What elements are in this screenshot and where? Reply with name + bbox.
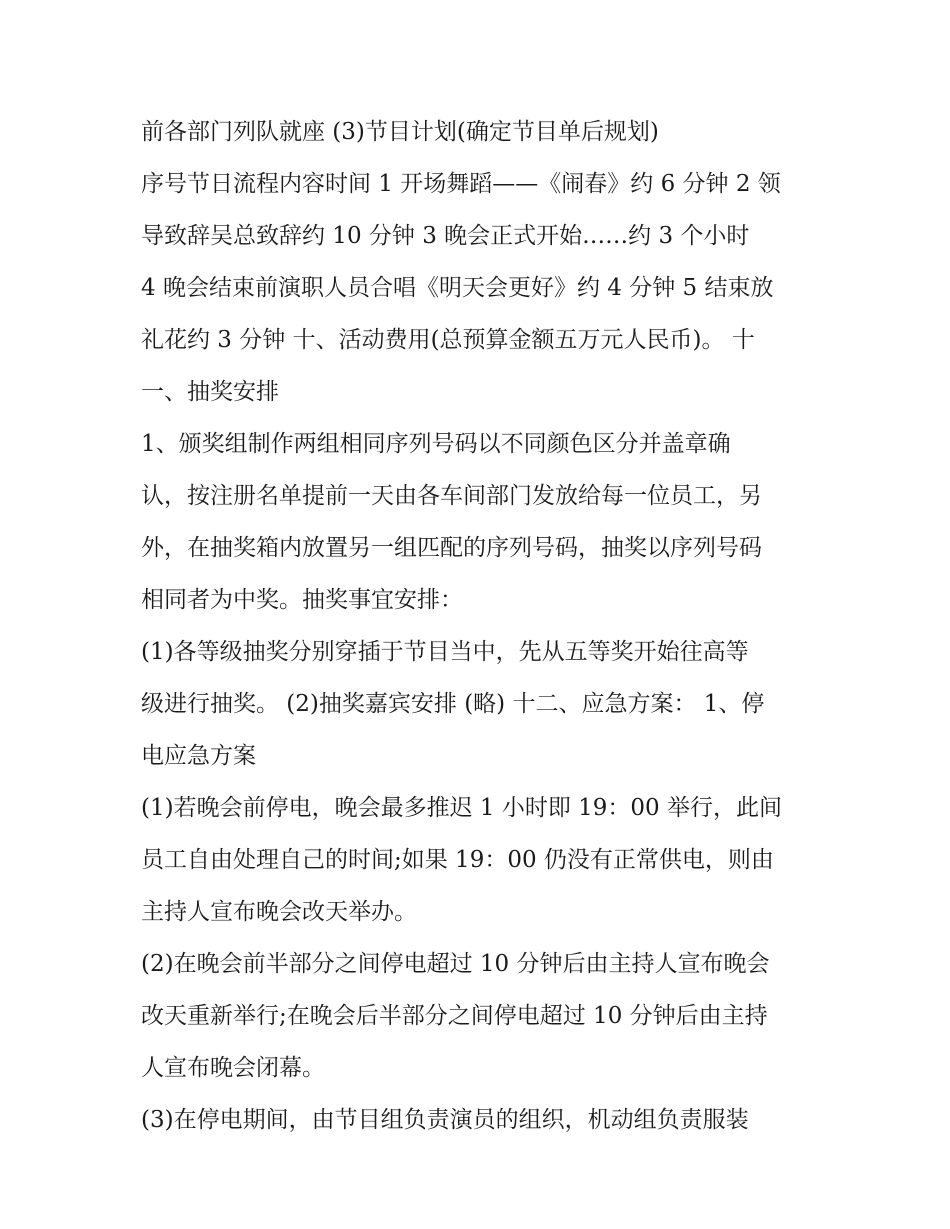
- text-line: 序号节日流程内容时间 1 开场舞蹈——《闹春》约 6 分钟 2 领: [141, 171, 781, 197]
- text-line: 1、颁奖组制作两组相同序列号码以不同颜色区分并盖章确: [141, 431, 731, 457]
- text-line: 4 晚会结束前演职人员合唱《明天会更好》约 4 分钟 5 结束放: [141, 275, 774, 301]
- text-line: 改天重新举行;在晚会后半部分之间停电超过 10 分钟后由主持: [141, 1003, 768, 1029]
- text-line: 人宣布晚会闭幕。: [141, 1055, 325, 1081]
- text-line: 电应急方案: [141, 743, 256, 769]
- text-line: 认，按注册名单提前一天由各车间部门发放给每一位员工，另: [141, 483, 762, 509]
- text-line: (1)各等级抽奖分别穿插于节目当中，先从五等奖开始往高等: [141, 639, 749, 665]
- body-text: [141, 106, 831, 1146]
- text-line: 导致辞吴总致辞约 10 分钟 3 晚会正式开始……约 3 个小时: [141, 223, 750, 249]
- text-line: 员工自由处理自己的时间;如果 19：00 仍没有正常供电，则由: [141, 847, 774, 873]
- text-line: 礼花约 3 分钟 十、活动费用(总预算金额五万元人民币)。 十: [141, 327, 755, 353]
- text-line: (1)若晚会前停电，晚会最多推迟 1 小时即 19：00 举行，此间: [141, 795, 782, 821]
- text-line: 相同者为中奖。抽奖事宜安排：: [141, 587, 463, 613]
- text-line: 外，在抽奖箱内放置另一组匹配的序列号码，抽奖以序列号码: [141, 535, 762, 561]
- section-heading: 一、抽奖安排: [141, 379, 279, 405]
- text-line: (3)在停电期间，由节目组负责演员的组织，机动组负责服装: [141, 1107, 749, 1133]
- text-line: 前各部门列队就座 (3)节目计划(确定节目单后规划): [141, 119, 659, 145]
- text-line: (2)在晚会前半部分之间停电超过 10 分钟后由主持人宣布晚会: [141, 951, 770, 977]
- text-line: 主持人宣布晚会改天举办。: [141, 899, 417, 925]
- text-line: 级进行抽奖。 (2)抽奖嘉宾安排 (略) 十二、应急方案： 1、停: [141, 691, 765, 717]
